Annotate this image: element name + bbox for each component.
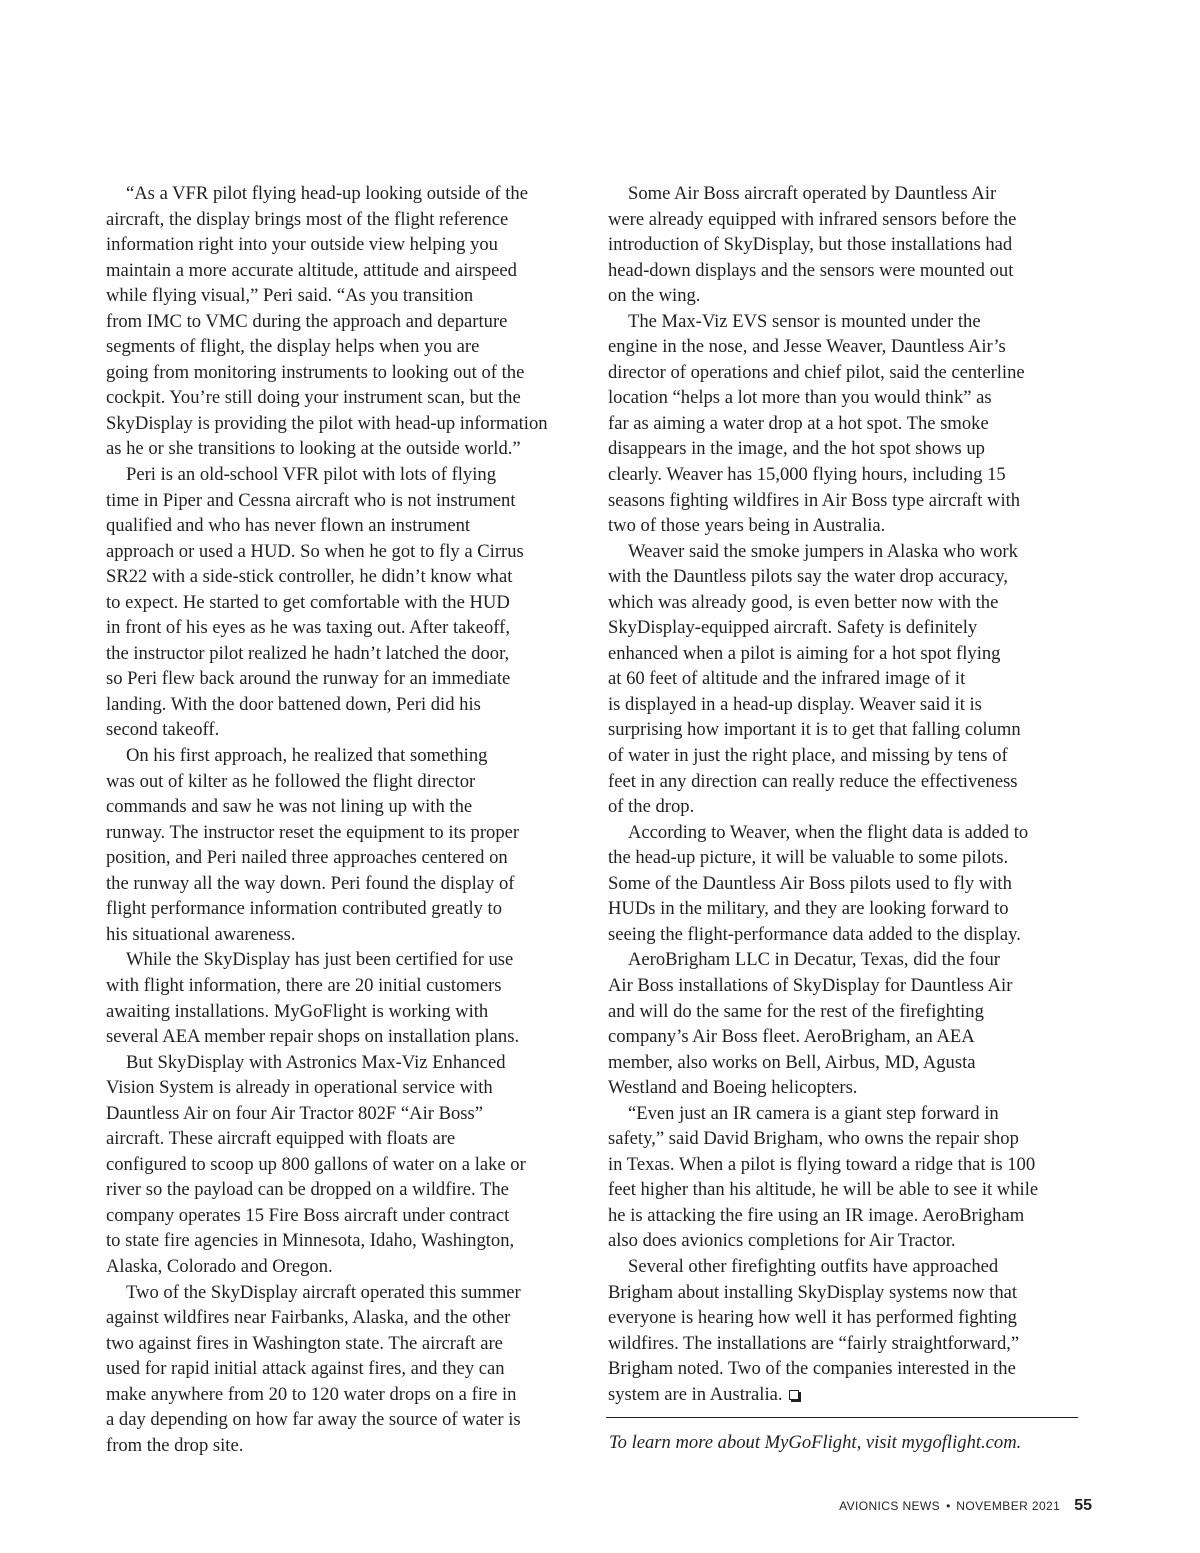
text-line: is displayed in a head-up display. Weaver said it is [608, 693, 982, 715]
article-paragraph [608, 309, 1080, 539]
text-line: used for rapid initial attack against fires, and they can [106, 1358, 505, 1380]
text-line: river so the payload can be dropped on a wildfire. The [106, 1179, 509, 1201]
text-line: runway. The instructor reset the equipment to its proper [106, 821, 520, 843]
text-line: several AEA member repair shops on installation plans. [106, 1026, 520, 1048]
text-line: enhanced when a pilot is aiming for a hot spot flying [608, 642, 1001, 664]
footer-separator: • [946, 1499, 951, 1513]
text-line: The Max-Viz EVS sensor is mounted under the [628, 310, 981, 332]
text-line: Brigham about installing SkyDisplay systems now that [608, 1281, 1018, 1303]
article-paragraph [106, 1280, 578, 1459]
article-left-column [106, 181, 578, 1458]
text-line: “As a VFR pilot flying head-up looking outside of the [126, 183, 528, 204]
text-line: the head-up picture, it will be valuable to some pilots. [608, 847, 1009, 869]
article-paragraph [608, 947, 1080, 1100]
text-line: Two of the SkyDisplay aircraft operated this summer [126, 1281, 521, 1303]
page-footer [839, 1497, 1092, 1515]
text-line: While the SkyDisplay has just been certified for use [126, 949, 514, 971]
text-line: director of operations and chief pilot, said the centerline [608, 361, 1025, 383]
text-line: second takeoff. [106, 719, 220, 741]
text-line: surprising how important it is to get that falling column [608, 719, 1021, 741]
text-line: member, also works on Bell, Airbus, MD, Agusta [608, 1051, 976, 1073]
text-line: Air Boss installations of SkyDisplay for Dauntless Air [608, 974, 1013, 996]
text-line: while flying visual,” Peri said. “As you transition [106, 285, 474, 307]
text-line: company operates 15 Fire Boss aircraft under contract [106, 1204, 510, 1226]
text-line: aircraft, the display brings most of the flight reference [106, 208, 509, 230]
article-paragraph [608, 539, 1080, 820]
text-line: According to Weaver, when the flight data is added to [628, 821, 1029, 843]
text-line: commands and saw he was not lining up with the [106, 796, 473, 818]
text-line: Vision System is already in operational service with [106, 1077, 493, 1099]
text-line: seasons fighting wildfires in Air Boss type aircraft with [608, 489, 1021, 511]
text-line: everyone is hearing how well it has performed fighting [608, 1307, 1017, 1329]
text-line: two of those years being in Australia. [608, 515, 886, 537]
text-line: feet higher than his altitude, he will be able to see it while [608, 1179, 1039, 1201]
text-line: in front of his eyes as he was taxing out. After takeoff, [106, 617, 510, 639]
text-line: cockpit. You’re still doing your instrument scan, but the [106, 387, 521, 409]
tagline-divider [606, 1417, 1078, 1418]
issue-date: NOVEMBER 2021 [956, 1499, 1061, 1513]
text-line: of water in just the right place, and missing by tens of [608, 745, 1008, 767]
text-line: which was already good, is even better now with the [608, 591, 999, 613]
text-line: Westland and Boeing helicopters. [608, 1077, 858, 1099]
text-line: and will do the same for the rest of the firefighting [608, 1000, 984, 1022]
article-paragraph [106, 743, 578, 947]
text-line: on the wing. [608, 285, 701, 307]
article-paragraph [608, 181, 1080, 309]
article-tagline: To learn more about MyGoFlight, visit mygoflight.com. [609, 1432, 1022, 1453]
text-line: position, and Peri nailed three approaches centered on [106, 847, 508, 869]
article-paragraph [106, 181, 578, 462]
text-line: On his first approach, he realized that something [126, 745, 488, 767]
text-line: safety,” said David Brigham, who owns the repair shop [608, 1128, 1019, 1150]
text-line: going from monitoring instruments to looking out of the [106, 361, 525, 383]
article-paragraph [608, 820, 1080, 948]
text-line: so Peri flew back around the runway for an immediate [106, 668, 511, 690]
text-line: But SkyDisplay with Astronics Max-Viz Enhanced [126, 1051, 506, 1073]
article-right-column [608, 181, 1080, 1407]
text-line: he is attacking the fire using an IR image. AeroBrigham [608, 1204, 1025, 1226]
article-paragraph [106, 462, 578, 743]
text-line: Weaver said the smoke jumpers in Alaska who work [628, 540, 1018, 562]
text-line: his situational awareness. [106, 923, 296, 945]
text-line: to expect. He started to get comfortable with the HUD [106, 591, 510, 613]
text-line: to state fire agencies in Minnesota, Idaho, Washington, [106, 1230, 515, 1252]
text-line: make anywhere from 20 to 120 water drops on a fire in [106, 1383, 517, 1405]
text-line: head-down displays and the sensors were mounted out [608, 259, 1014, 281]
text-line: awaiting installations. MyGoFlight is working with [106, 1000, 489, 1022]
text-line: Dauntless Air on four Air Tractor 802F “Air Boss” [106, 1102, 484, 1124]
text-line: at 60 feet of altitude and the infrared image of it [608, 668, 966, 690]
article-paragraph [106, 1050, 578, 1280]
article-paragraph [608, 1254, 1080, 1407]
text-line: feet in any direction can really reduce the effectiveness [608, 770, 1018, 792]
text-line: “Even just an IR camera is a giant step forward in [628, 1102, 999, 1124]
text-line: a day depending on how far away the source of water is [106, 1409, 521, 1431]
text-line: disappears in the image, and the hot spot shows up [608, 438, 985, 460]
article-paragraph [608, 1101, 1080, 1254]
text-line: two against fires in Washington state. The aircraft are [106, 1332, 503, 1354]
text-line: introduction of SkyDisplay, but those installations had [608, 234, 1013, 256]
text-line: seeing the flight-performance data added to the display. [608, 923, 1021, 945]
text-line: with flight information, there are 20 initial customers [106, 974, 502, 996]
text-line: SR22 with a side-stick controller, he didn’t know what [106, 566, 513, 588]
text-line: the runway all the way down. Peri found the display of [106, 872, 515, 894]
text-line: Several other firefighting outfits have approached [628, 1255, 999, 1277]
text-line: segments of flight, the display helps when you are [106, 336, 480, 358]
page-number: 55 [1074, 1497, 1092, 1514]
text-line: of the drop. [608, 796, 695, 818]
text-line: far as aiming a water drop at a hot spot. The smoke [608, 412, 989, 434]
text-line: system are in Australia. [608, 1382, 1080, 1408]
text-line: was out of kilter as he followed the flight director [106, 770, 476, 792]
text-line: flight performance information contributed greatly to [106, 898, 503, 920]
text-line: SkyDisplay-equipped aircraft. Safety is definitely [608, 617, 978, 639]
article-paragraph [106, 947, 578, 1049]
text-line: with the Dauntless pilots say the water drop accuracy, [608, 566, 1008, 588]
text-line: AeroBrigham LLC in Decatur, Texas, did the four [628, 949, 1000, 971]
text-line: HUDs in the military, and they are looking forward to [608, 898, 1009, 920]
text-line: engine in the nose, and Jesse Weaver, Dauntless Air’s [608, 336, 1006, 358]
text-line: time in Piper and Cessna aircraft who is not instrument [106, 489, 516, 511]
text-line: clearly. Weaver has 15,000 flying hours, including 15 [608, 464, 1006, 486]
text-line: information right into your outside view helping you [106, 234, 498, 256]
text-line: qualified and who has never flown an instrument [106, 515, 471, 537]
text-line: were already equipped with infrared sensors before the [608, 208, 1017, 230]
text-line: in Texas. When a pilot is flying toward a ridge that is 100 [608, 1153, 1036, 1175]
text-line: SkyDisplay is providing the pilot with head-up information [106, 412, 548, 434]
text-line: approach or used a HUD. So when he got to fly a Cirrus [106, 540, 524, 562]
text-line: Some Air Boss aircraft operated by Dauntless Air [628, 183, 997, 204]
text-line: configured to scoop up 800 gallons of water on a lake or [106, 1153, 526, 1175]
text-line: wildfires. The installations are “fairly straightforward,” [608, 1332, 1020, 1354]
publication-name: AVIONICS NEWS [839, 1499, 941, 1513]
text-line: aircraft. These aircraft equipped with floats are [106, 1128, 456, 1150]
text-line: the instructor pilot realized he hadn’t latched the door, [106, 642, 510, 664]
text-line: landing. With the door battened down, Peri did his [106, 693, 481, 715]
text-line: from the drop site. [106, 1434, 244, 1456]
text-line: maintain a more accurate altitude, attitude and airspeed [106, 259, 517, 281]
text-line: also does avionics completions for Air Tractor. [608, 1230, 956, 1252]
text-line: Brigham noted. Two of the companies interested in the [608, 1358, 1016, 1380]
text-line: as he or she transitions to looking at the outside world.” [106, 438, 521, 460]
text-line: Some of the Dauntless Air Boss pilots used to fly with [608, 872, 1012, 894]
text-line: Alaska, Colorado and Oregon. [106, 1255, 333, 1277]
text-line: location “helps a lot more than you would think” as [608, 387, 992, 409]
end-of-story-box-icon [789, 1390, 799, 1400]
text-line: Peri is an old-school VFR pilot with lots of flying [126, 464, 496, 486]
text-line: against wildfires near Fairbanks, Alaska, and the other [106, 1307, 511, 1329]
text-line: company’s Air Boss fleet. AeroBrigham, an AEA [608, 1026, 975, 1048]
text-line: from IMC to VMC during the approach and departure [106, 310, 508, 332]
